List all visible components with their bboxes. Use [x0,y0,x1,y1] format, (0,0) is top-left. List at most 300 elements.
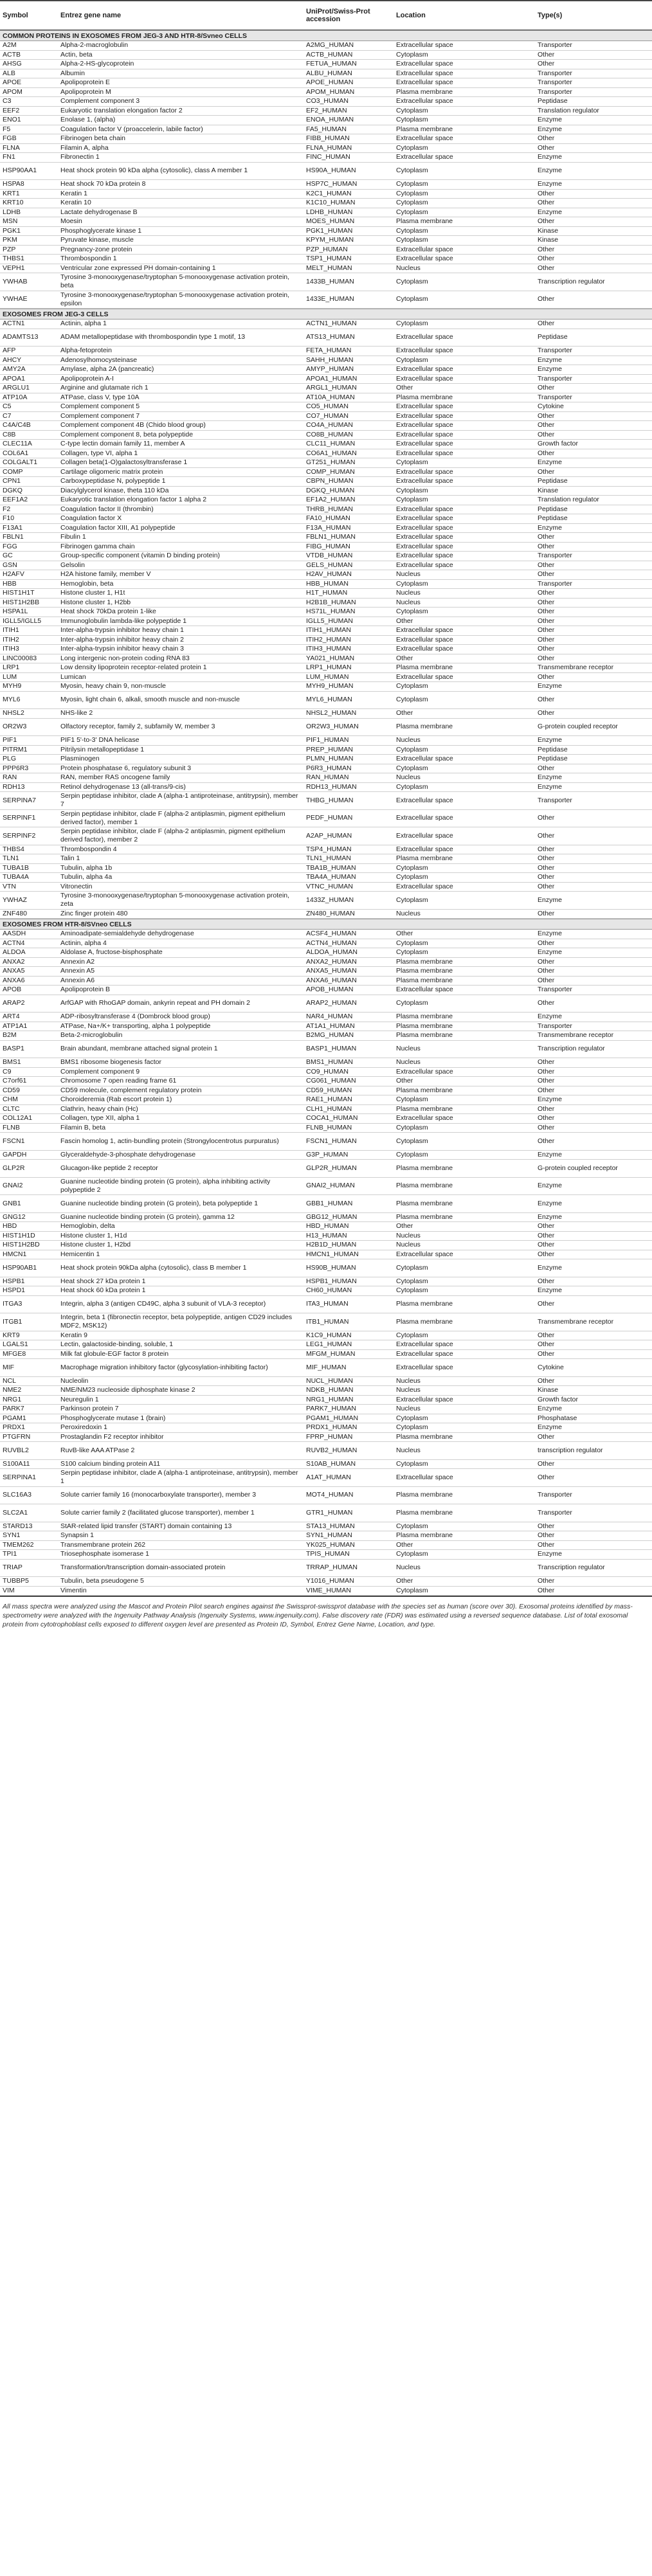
cell-location: Other [396,1577,413,1585]
cell-location: Cytoplasm [396,50,428,59]
cell-name: Guanine nucleotide binding protein (G protein), beta polypeptide 1 [60,1199,258,1207]
cell-symbol: HSPA1L [3,608,28,616]
table-row [0,421,652,431]
cell-location: Extracellular space [396,505,453,513]
cell-name: Complement component 3 [60,97,140,105]
cell-symbol: TRIAP [3,1563,23,1572]
cell-location: Nucleus [396,1231,421,1239]
cell-type: Enzyme [538,523,562,532]
cell-symbol: ARAP2 [3,999,25,1007]
cell-location: Extracellular space [396,1349,453,1358]
cell-type: Other [538,635,555,644]
cell-symbol: VTN [3,882,16,890]
cell-symbol: ITGB1 [3,1317,23,1326]
table-row [0,1487,652,1505]
table-row [0,1277,652,1287]
cell-location: Extracellular space [396,347,453,355]
cell-accession: ACSF4_HUMAN [306,930,357,938]
table-row [0,1469,652,1487]
cell-symbol: CPN1 [3,477,21,485]
cell-type: Transmembrane receptor [538,1317,614,1326]
cell-symbol: ITIH2 [3,635,19,644]
cell-accession: PREP_HUMAN [306,745,353,753]
table-row [0,883,652,892]
cell-name: Lumican [60,672,86,681]
cell-name: Fibrinogen gamma chain [60,542,135,550]
cell-type: Other [538,909,555,917]
cell-type: transcription regulator [538,1446,603,1454]
cell-symbol: AASDH [3,930,26,938]
cell-name: Serpin peptidase inhibitor, clade F (alpha-2 antiplasmin, pigment epithelium derived factor), member 2 [60,827,285,844]
cell-accession: MOT4_HUMAN [306,1491,354,1499]
cell-location: Extracellular space [396,134,453,143]
cell-name: Aminoadipate-semialdehyde dehydrogenase [60,930,194,938]
cell-name: Fibulin 1 [60,533,86,541]
cell-accession: ANXA2_HUMAN [306,957,357,966]
cell-accession: HMCN1_HUMAN [306,1250,359,1258]
cell-symbol: FGB [3,134,17,143]
cell-accession: TBA1B_HUMAN [306,863,356,872]
cell-symbol: FSCN1 [3,1137,25,1145]
cell-location: Nucleus [396,570,421,579]
table-row [0,384,652,393]
table-row [0,1151,652,1160]
table-row [0,375,652,384]
cell-type: Other [538,1473,555,1481]
cell-accession: MOES_HUMAN [306,217,355,226]
cell-location: Cytoplasm [396,277,428,285]
cell-accession: CG061_HUMAN [306,1077,356,1085]
cell-type: Transporter [538,1022,572,1030]
table-row [0,599,652,608]
cell-location: Nucleus [396,598,421,606]
cell-accession: PIF1_HUMAN [306,736,349,744]
table-row [0,810,652,828]
table-row [0,1086,652,1096]
cell-type: Other [538,134,555,143]
cell-accession: CO5_HUMAN [306,402,349,411]
cell-name: Keratin 1 [60,189,88,197]
cell-symbol: COMP [3,467,23,476]
cell-accession: F13A_HUMAN [306,523,351,532]
cell-accession: TBA4A_HUMAN [306,873,356,881]
cell-name: Choroideremia (Rab escort protein 1) [60,1095,172,1104]
cell-name: Transformation/transcription domain-associated protein [60,1563,226,1572]
cell-accession: LDHB_HUMAN [306,208,353,216]
cell-accession: CO9_HUMAN [306,1067,349,1076]
cell-symbol: APOM [3,87,23,96]
cell-accession: HS71L_HUMAN [306,608,356,616]
cell-symbol: LINC00083 [3,654,37,662]
cell-type: Enzyme [538,116,562,124]
cell-location: Cytoplasm [396,896,428,904]
cell-symbol: GLP2R [3,1164,25,1172]
table-row [0,910,652,919]
table-row [0,107,652,116]
cell-symbol: APOA1 [3,374,26,383]
cell-accession: ITB1_HUMAN [306,1317,349,1326]
cell-location: Nucleus [396,1446,421,1454]
cell-name: Triosephosphate isomerase 1 [60,1550,149,1558]
cell-symbol: KRT10 [3,199,24,207]
cell-symbol: RUVBL2 [3,1446,29,1454]
cell-name: ATPase, Na+/K+ transporting, alpha 1 polypeptide [60,1022,211,1030]
table-row [0,580,652,590]
cell-symbol: LUM [3,672,17,681]
table-row [0,477,652,487]
cell-accession: ATS13_HUMAN [306,333,355,341]
cell-accession: THBG_HUMAN [306,796,354,804]
cell-location: Plasma membrane [396,1508,453,1517]
cell-name: Integrin, beta 1 (fibronectin receptor, beta polypeptide, antigen CD29 includes MDF2, MSK12) [60,1313,293,1330]
cell-accession: COCA1_HUMAN [306,1114,358,1122]
cell-type: Other [538,854,555,863]
cell-location: Extracellular space [396,153,453,161]
cell-type: Transporter [538,986,572,994]
cell-accession: RAE1_HUMAN [306,1095,352,1104]
table-row [0,1160,652,1178]
cell-name: Complement component 8, beta polypeptide [60,430,194,438]
cell-location: Cytoplasm [396,1095,428,1104]
table-row [0,1396,652,1405]
cell-symbol: NME2 [3,1386,22,1394]
table-row [0,496,652,505]
cell-name: Retinol dehydrogenase 13 (all-trans/9-cis) [60,782,186,791]
cell-location: Extracellular space [396,796,453,804]
cell-accession: ZN480_HUMAN [306,909,355,917]
cell-location: Cytoplasm [396,1522,428,1530]
cell-name: Fascin homolog 1, actin-bundling protein (Strongylocentrotus purpuratus) [60,1137,279,1145]
cell-type: Kinase [538,1386,559,1394]
table-row [0,1340,652,1350]
cell-name: Integrin, alpha 3 (antigen CD49C, alpha 3 subunit of VLA-3 receptor) [60,1300,266,1308]
table-row [0,1133,652,1151]
cell-symbol: TMEM262 [3,1540,34,1549]
table-row [0,273,652,291]
table-row [0,116,652,125]
cell-name: Solute carrier family 16 (monocarboxylate transporter), member 3 [60,1491,257,1499]
cell-name: Zinc finger protein 480 [60,909,128,917]
cell-type: Other [538,1349,555,1358]
cell-accession: ANXA5_HUMAN [306,967,357,975]
cell-accession: HSP7C_HUMAN [306,180,358,188]
cell-type: Other [538,1241,555,1249]
cell-accession: TSP1_HUMAN [306,255,352,263]
cell-accession: SAHH_HUMAN [306,356,354,364]
cell-name: Phosphoglycerate mutase 1 (brain) [60,1414,166,1422]
cell-type: Transporter [538,552,572,560]
cell-name: ADP-ribosyltransferase 4 (Dombrock blood group) [60,1013,210,1021]
table-row [0,51,652,60]
cell-symbol: HBD [3,1222,17,1230]
cell-symbol: BMS1 [3,1058,21,1067]
cell-location: Other [396,1540,413,1549]
cell-name: Clathrin, heavy chain (Hc) [60,1104,138,1113]
cell-type: Other [538,542,555,550]
cell-type: Translation regulator [538,106,599,114]
cell-symbol: ATP10A [3,393,28,401]
cell-type: Enzyme [538,1013,562,1021]
cell-location: Extracellular space [396,255,453,263]
cell-symbol: SERPINF1 [3,814,36,822]
cell-type: Transporter [538,374,572,383]
cell-accession: FLNA_HUMAN [306,143,352,152]
cell-type: Peptidase [538,477,568,485]
cell-location: Plasma membrane [396,125,453,133]
cell-location: Cytoplasm [396,696,428,704]
cell-name: Histone cluster 1, H2bb [60,598,131,606]
cell-location: Plasma membrane [396,87,453,96]
cell-location: Nucleus [396,736,421,744]
cell-accession: KPYM_HUMAN [306,236,354,244]
cell-name: Heat shock 70 kDa protein 8 [60,180,146,188]
cell-location: Cytoplasm [396,1286,428,1295]
cell-accession: LUM_HUMAN [306,672,349,681]
cell-symbol: EEF2 [3,106,20,114]
table-row [0,1541,652,1551]
table-row [0,1386,652,1396]
cell-symbol: APOE [3,78,22,87]
cell-name: Heat shock 60 kDa protein 1 [60,1286,146,1295]
cell-symbol: CHM [3,1095,18,1104]
cell-accession: G3P_HUMAN [306,1150,349,1158]
cell-type: Other [538,882,555,890]
cell-accession: YA021_HUMAN [306,654,355,662]
cell-name: Inter-alpha-trypsin inhibitor heavy chain 2 [60,635,185,644]
cell-type: Enzyme [538,948,562,957]
cell-location: Nucleus [396,1563,421,1572]
cell-location: Cytoplasm [396,745,428,753]
table-row [0,552,652,561]
cell-type: Other [538,709,555,717]
cell-name: Actinin, alpha 4 [60,939,107,947]
cell-accession: ALBU_HUMAN [306,69,352,77]
cell-symbol: CLTC [3,1104,20,1113]
table-row [0,97,652,107]
table-row [0,1114,652,1124]
cell-accession: GBG12_HUMAN [306,1212,358,1221]
cell-accession: TLN1_HUMAN [306,854,352,863]
cell-symbol: SERPINA7 [3,796,36,804]
cell-name: Alpha-fetoprotein [60,347,112,355]
cell-location: Nucleus [396,773,421,782]
cell-location: Cytoplasm [396,782,428,791]
cell-type: Enzyme [538,1550,562,1558]
cell-location: Other [396,709,413,717]
table-row [0,1313,652,1331]
table-row [0,144,652,154]
table-row [0,1095,652,1105]
cell-location: Extracellular space [396,561,453,569]
cell-accession: GTR1_HUMAN [306,1508,353,1517]
cell-name: Immunoglobulin lambda-like polypeptide 1 [60,617,187,625]
cell-location: Extracellular space [396,645,453,653]
cell-symbol: ANXA2 [3,957,25,966]
cell-symbol: F10 [3,514,15,523]
cell-type: Other [538,384,555,392]
cell-type: Transporter [538,579,572,588]
cell-symbol: MSN [3,217,18,226]
cell-accession: PLMN_HUMAN [306,755,354,763]
table-row [0,1560,652,1578]
cell-location: Cytoplasm [396,180,428,188]
cell-name: ATPase, class V, type 10A [60,393,140,401]
cell-symbol: GNB1 [3,1199,21,1207]
cell-type: Other [538,654,555,662]
cell-location: Extracellular space [396,60,453,68]
cell-location: Extracellular space [396,333,453,341]
header-location: Location [396,12,426,19]
cell-location: Extracellular space [396,542,453,550]
cell-accession: VIME_HUMAN [306,1586,352,1594]
cell-location: Extracellular space [396,672,453,681]
cell-symbol: HIST1H2BB [3,598,40,606]
header-symbol: Symbol [3,12,28,19]
cell-location: Other [396,1222,413,1230]
cell-accession: VTDB_HUMAN [306,552,353,560]
cell-accession: K1C9_HUMAN [306,1331,352,1339]
cell-symbol: CD59 [3,1086,20,1094]
cell-accession: GNAI2_HUMAN [306,1182,355,1190]
table-row [0,1522,652,1532]
cell-accession: PRDX1_HUMAN [306,1423,358,1432]
cell-location: Extracellular space [396,78,453,87]
table-row [0,533,652,543]
cell-accession: NAR4_HUMAN [306,1013,353,1021]
cell-symbol: YWHAB [3,277,28,285]
table-row [0,412,652,422]
section-heading: EXOSOMES FROM JEG-3 CELLS [0,309,652,320]
cell-name: Collagen, type VI, alpha 1 [60,449,138,457]
cell-location: Plasma membrane [396,854,453,863]
cell-symbol: ALB [3,69,15,77]
cell-type: Peptidase [538,745,568,753]
cell-name: Guanine nucleotide binding protein (G protein), alpha inhibiting activity polypeptide 2 [60,1177,271,1194]
cell-accession: NDKB_HUMAN [306,1386,354,1394]
cell-symbol: B2M [3,1031,17,1040]
cell-name: Pyruvate kinase, muscle [60,236,134,244]
cell-symbol: HIST1H2BD [3,1241,40,1249]
cell-name: Annexin A2 [60,957,95,966]
cell-type: Peptidase [538,514,568,523]
cell-symbol: OR2W3 [3,723,27,731]
table-row [0,255,652,264]
cell-accession: MYL6_HUMAN [306,696,352,704]
cell-location: Extracellular space [396,69,453,77]
cell-accession: ITIH3_HUMAN [306,645,352,653]
cell-accession: RAN_HUMAN [306,773,349,782]
cell-accession: MIF_HUMAN [306,1363,347,1371]
cell-location: Plasma membrane [396,217,453,226]
cell-location: Plasma membrane [396,1104,453,1113]
cell-type: Peptidase [538,505,568,513]
cell-symbol: TUBBP5 [3,1577,29,1585]
cell-location: Extracellular space [396,1340,453,1349]
cell-type: Enzyme [538,1182,562,1190]
table-row [0,570,652,580]
cell-accession: STA13_HUMAN [306,1522,355,1530]
table-row [0,365,652,375]
cell-type: Other [538,764,555,772]
cell-accession: RDH13_HUMAN [306,782,357,791]
cell-type: Growth factor [538,440,579,448]
cell-symbol: TUBA4A [3,873,29,881]
table-row [0,854,652,864]
cell-location: Extracellular space [396,1250,453,1258]
cell-location: Extracellular space [396,755,453,763]
table-footnote: All mass spectra were analyzed using the Mascot and Protein Pilot search engines against the Swissprot-swissprot database with the species set as human (score over 30). Exosomal proteins identified by mass-spectrometry were analyzed with the Ingenuity Pathway Analysis (Ingenuity Systems, www.ingenuity.com). False discovery rate (FDR) was estimated using a reversed sequence database. List of total exosomal protein from cytotrophoblast cells exposed to different oxygen level are presented as Protein ID, Symbol, Entrez Gene Name, Location, and type. [0,1596,652,1634]
cell-symbol: BASP1 [3,1045,24,1053]
cell-location: Other [396,654,413,662]
table-row [0,1550,652,1560]
cell-name: Tubulin, alpha 1b [60,863,113,872]
cell-location: Cytoplasm [396,236,428,244]
cell-symbol: HSP90AA1 [3,167,37,175]
cell-accession: ARGL1_HUMAN [306,384,357,392]
table-row [0,1195,652,1213]
cell-location: Nucleus [396,1045,421,1053]
cell-symbol: FBLN1 [3,533,24,541]
cell-location: Plasma membrane [396,967,453,975]
table-row [0,1414,652,1424]
cell-accession: CBPN_HUMAN [306,477,354,485]
cell-accession: EF2_HUMAN [306,106,347,114]
cell-type: Other [538,1522,555,1530]
cell-name: ADAM metallopeptidase with thrombospondin type 1 motif, 13 [60,333,246,341]
cell-name: Olfactory receptor, family 2, subfamily W, member 3 [60,723,215,731]
cell-accession: YK025_HUMAN [306,1540,355,1549]
cell-accession: APOA1_HUMAN [306,374,358,383]
cell-type: Other [538,320,555,328]
cell-accession: HSPB1_HUMAN [306,1277,357,1285]
cell-type: Other [538,561,555,569]
cell-name: Apolipoprotein A-I [60,374,114,383]
cell-location: Extracellular space [396,365,453,374]
cell-location: Nucleus [396,909,421,917]
cell-type: Other [538,957,555,966]
cell-location: Extracellular space [396,523,453,532]
cell-accession: HBB_HUMAN [306,579,349,588]
cell-location: Plasma membrane [396,1199,453,1207]
cell-type: Other [538,1086,555,1094]
table-row [0,449,652,459]
cell-accession: FIBG_HUMAN [306,542,350,550]
table-row [0,524,652,534]
cell-symbol: S100A11 [3,1459,30,1468]
cell-symbol: TLN1 [3,854,19,863]
cell-symbol: PPP6R3 [3,764,29,772]
cell-location: Cytoplasm [396,1586,428,1594]
cell-type: Enzyme [538,773,562,782]
cell-symbol: FGG [3,542,17,550]
cell-symbol: ANXA5 [3,967,25,975]
cell-symbol: KRT1 [3,189,20,197]
cell-accession: K2C1_HUMAN [306,189,352,197]
cell-location: Cytoplasm [396,496,428,504]
cell-location: Plasma membrane [396,1086,453,1094]
table-row [0,320,652,329]
cell-type: Other [538,1340,555,1349]
table-row [0,864,652,874]
table-row [0,1250,652,1260]
cell-accession: FETA_HUMAN [306,347,352,355]
cell-type: Transporter [538,78,572,87]
cell-name: Macrophage migration inhibitory factor (glycosylation-inhibiting factor) [60,1363,268,1371]
cell-location: Cytoplasm [396,486,428,494]
header-name: Entrez gene name [60,12,122,19]
cell-type: Peptidase [538,333,568,341]
cell-location: Extracellular space [396,814,453,822]
